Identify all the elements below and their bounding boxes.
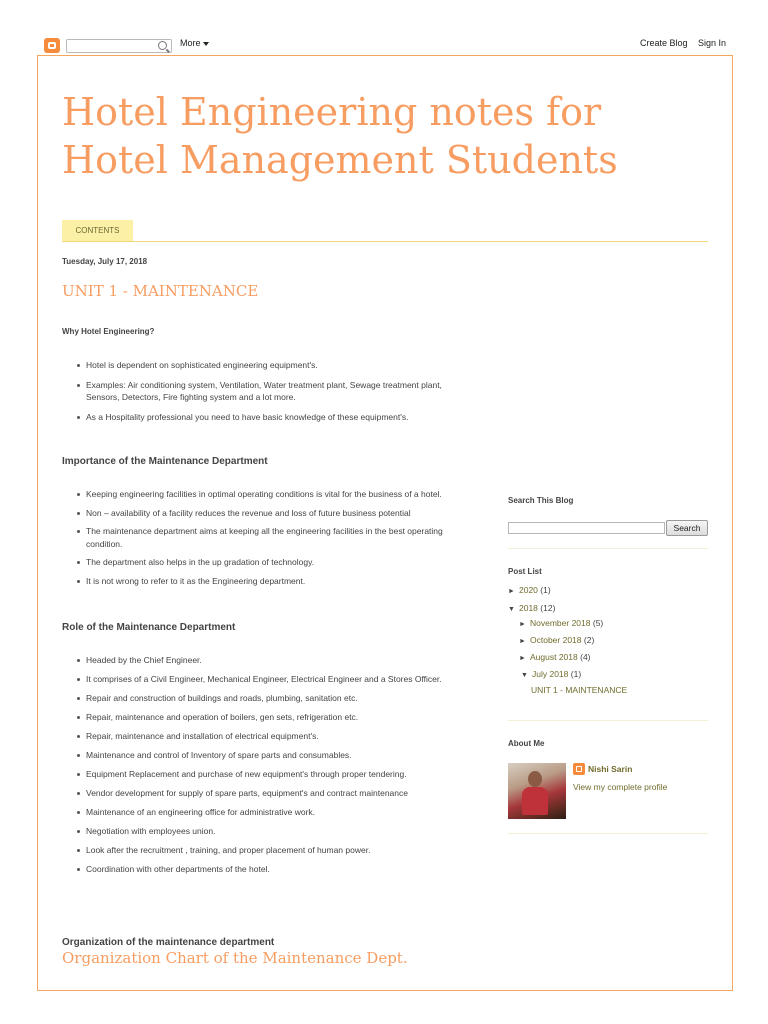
expand-arrow-icon[interactable]: ►: [508, 588, 515, 595]
archive-month-october-2018[interactable]: [519, 635, 594, 645]
view-profile-link[interactable]: View my complete profile: [573, 782, 668, 792]
list-item: Coordination with other departments of the hotel.: [86, 863, 466, 876]
create-blog-link[interactable]: Create Blog: [640, 38, 688, 48]
search-icon[interactable]: [158, 41, 167, 50]
navbar-search-input[interactable]: [66, 39, 172, 53]
expand-arrow-icon[interactable]: ►: [519, 655, 526, 662]
list-item: Hotel is dependent on sophisticated engineering equipment's.: [86, 359, 466, 372]
sidebar-divider: [508, 833, 708, 834]
list-item: The department also helps in the up gradation of technology.: [86, 556, 466, 569]
tab-divider: [62, 241, 708, 242]
list-item: The maintenance department aims at keeping all the engineering facilities in the best operating condition.: [86, 525, 466, 550]
list-item: Look after the recruitment , training, and proper placement of human power.: [86, 844, 466, 857]
avatar[interactable]: [508, 763, 566, 819]
profile-name[interactable]: Nishi Sarin: [588, 764, 633, 774]
post-list-heading: Post List: [508, 567, 542, 576]
why-list: [86, 359, 466, 423]
sidebar-search-input[interactable]: [508, 522, 665, 534]
collapse-arrow-icon[interactable]: ▼: [521, 672, 528, 679]
archive-label[interactable]: November 2018: [530, 618, 591, 628]
caret-down-icon: [203, 42, 209, 46]
archive-month-august-2018[interactable]: [519, 652, 591, 662]
blogger-navbar: [0, 34, 768, 54]
list-item: Repair, maintenance and installation of electrical equipment's.: [86, 730, 466, 743]
list-item: Equipment Replacement and purchase of new equipment's through proper tendering.: [86, 768, 466, 781]
list-item: Non – availability of a facility reduces the revenue and loss of future business potential: [86, 507, 466, 520]
archive-post-unit-1[interactable]: UNIT 1 - MAINTENANCE: [531, 685, 628, 695]
archive-count: (2): [583, 635, 595, 645]
expand-arrow-icon[interactable]: ►: [519, 621, 526, 628]
list-item: Headed by the Chief Engineer.: [86, 654, 466, 667]
list-item: Vendor development for supply of spare parts, equipment's and contract maintenance: [86, 787, 466, 800]
why-heading: Why Hotel Engineering?: [62, 327, 155, 336]
role-list: [86, 654, 466, 876]
archive-month-july-2018[interactable]: [521, 669, 581, 679]
archive-count: (12): [540, 603, 556, 613]
archive-count: (4): [580, 652, 591, 662]
org-chart-title[interactable]: Organization Chart of the Maintenance Dept.: [62, 949, 408, 967]
archive-label[interactable]: 2020: [519, 585, 538, 595]
archive-label[interactable]: August 2018: [530, 652, 578, 662]
archive-count: (1): [540, 585, 551, 595]
avatar-body: [522, 787, 548, 815]
importance-list: [86, 488, 466, 587]
post-title[interactable]: UNIT 1 - MAINTENANCE: [62, 282, 259, 300]
post-date: Tuesday, July 17, 2018: [62, 257, 148, 266]
collapse-arrow-icon[interactable]: ▼: [508, 606, 515, 613]
sidebar-divider: [508, 720, 708, 721]
more-label: More: [180, 38, 201, 48]
archive-label[interactable]: July 2018: [532, 669, 569, 679]
list-item: Examples: Air conditioning system, Ventilation, Water treatment plant, Sewage treatment plant, Sensors, Detectors, Fire fighting system and a lot more.: [86, 379, 466, 404]
list-item: Repair, maintenance and operation of boilers, gen sets, refrigeration etc.: [86, 711, 466, 724]
organization-heading: Organization of the maintenance department: [62, 937, 275, 948]
archive-month-november-2018[interactable]: [519, 618, 603, 628]
avatar-face: [528, 771, 542, 787]
tab-contents[interactable]: CONTENTS: [62, 220, 133, 241]
list-item: Maintenance of an engineering office for administrative work.: [86, 806, 466, 819]
expand-arrow-icon[interactable]: ►: [519, 638, 526, 645]
importance-heading: Importance of the Maintenance Department: [62, 456, 268, 467]
blogger-logo-icon[interactable]: [44, 38, 60, 53]
list-item: As a Hospitality professional you need to have basic knowledge of these equipment's.: [86, 411, 466, 424]
list-item: It comprises of a Civil Engineer, Mechanical Engineer, Electrical Engineer and a Stores Officer.: [86, 673, 466, 686]
archive-year-2020[interactable]: [508, 585, 551, 595]
archive-label[interactable]: October 2018: [530, 635, 582, 645]
archive-count: (1): [570, 669, 582, 679]
blog-title[interactable]: Hotel Engineering notes for Hotel Management Students: [62, 90, 618, 182]
list-item: Negotiation with employees union.: [86, 825, 466, 838]
sign-in-link[interactable]: Sign In: [698, 38, 727, 48]
sidebar-divider: [508, 548, 708, 549]
more-menu-button[interactable]: [180, 38, 209, 48]
about-me-heading: About Me: [508, 739, 545, 748]
search-button[interactable]: Search: [666, 520, 708, 536]
list-item: It is not wrong to refer to it as the Engineering department.: [86, 575, 466, 588]
archive-label[interactable]: 2018: [519, 603, 538, 613]
list-item: Keeping engineering facilities in optimal operating conditions is vital for the business of a hotel.: [86, 488, 466, 501]
blogger-profile-icon: [573, 763, 585, 775]
archive-year-2018[interactable]: [508, 603, 555, 613]
role-heading: Role of the Maintenance Department: [62, 622, 236, 633]
search-blog-heading: Search This Blog: [508, 496, 574, 505]
list-item: Maintenance and control of Inventory of spare parts and consumables.: [86, 749, 466, 762]
archive-count: (5): [592, 618, 604, 628]
list-item: Repair and construction of buildings and roads, plumbing, sanitation etc.: [86, 692, 466, 705]
